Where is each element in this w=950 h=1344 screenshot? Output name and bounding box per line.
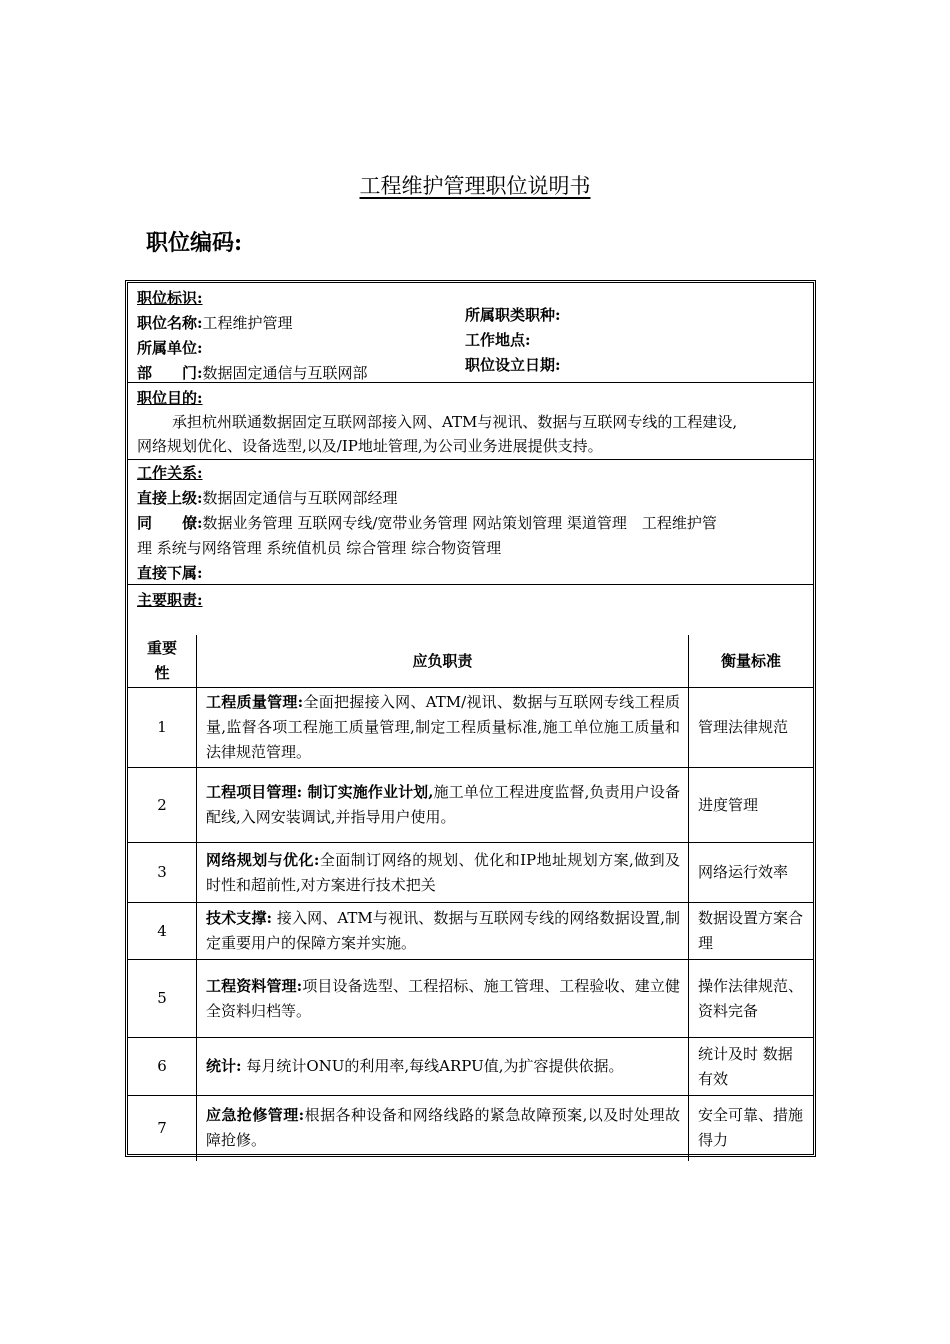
duty-title: 统计:	[206, 1057, 242, 1075]
peers-value-line-2: 理 系统与网络管理 系统值机员 综合管理 综合物资管理	[137, 539, 502, 557]
department-row	[137, 363, 368, 383]
duty-column-header: 应负职责	[197, 635, 689, 688]
row-number: 4	[128, 903, 197, 960]
row-number: 2	[128, 768, 197, 843]
duties-header-row	[128, 635, 813, 688]
table-row	[128, 843, 813, 903]
position-name-label: 职位名称:	[137, 314, 203, 332]
document-title: 工程维护管理职位说明书	[359, 174, 591, 198]
purpose-heading: 职位目的:	[137, 389, 203, 407]
row-number: 3	[128, 843, 197, 903]
measurement-standard: 数据设置方案合理	[689, 903, 814, 960]
purpose-text-line-2: 网络规划优化、设备选型,以及/IP地址管理,为公司业务进展提供支持。	[137, 437, 603, 455]
row-number: 7	[128, 1096, 197, 1161]
establish-date-label: 职位设立日期:	[465, 356, 561, 374]
identity-section	[128, 283, 813, 383]
duty-text: 全面把握接入网、ATM/视讯、数据与互联网专线工程质量,监督各项工程施工质量管理,制定工程质量标准,施工单位施工质量和法律规范管理。	[206, 693, 680, 761]
duty-title: 工程项目管理: 制订实施作业计划,	[206, 783, 434, 801]
duty-text: 全面制订网络的规划、优化和IP地址规划方案,做到及时性和超前性,对方案进行技术把关	[206, 850, 680, 894]
table-row	[128, 903, 813, 960]
purpose-section	[128, 383, 813, 460]
duty-title: 应急抢修管理:	[206, 1106, 305, 1125]
department-label: 部 门:	[137, 364, 203, 382]
duty-description	[197, 843, 689, 903]
table-row	[128, 960, 813, 1038]
duty-text: 根据各种设备和网络线路的紧急故障预案,以及时处理故障抢修。	[206, 1106, 680, 1150]
duty-description	[197, 1096, 689, 1161]
duties-section	[128, 585, 813, 635]
superior-row	[137, 488, 398, 508]
duty-description	[197, 1038, 689, 1096]
measurement-standard: 操作法律规范、资料完备	[689, 960, 814, 1038]
position-code-label: 职位编码:	[146, 230, 243, 256]
row-number: 6	[128, 1038, 197, 1096]
duty-description	[197, 688, 689, 768]
superior-label: 直接上级:	[137, 489, 203, 507]
duty-description	[197, 960, 689, 1038]
duty-text: 每月统计ONU的利用率,每线ARPU值,为扩容提供依据。	[241, 1057, 624, 1075]
duty-description	[197, 903, 689, 960]
measurement-standard: 管理法律规范	[689, 688, 814, 768]
superior-value: 数据固定通信与互联网部经理	[202, 489, 398, 507]
job-description-table	[125, 280, 816, 1157]
peers-value-line-1: 数据业务管理 互联网专线/宽带业务管理 网站策划管理 渠道管理 工程维护管	[202, 514, 717, 532]
duty-title: 技术支撑:	[206, 909, 273, 927]
duty-description	[197, 768, 689, 843]
duties-heading: 主要职责:	[137, 591, 203, 609]
location-label: 工作地点:	[465, 331, 531, 349]
table-row	[128, 1038, 813, 1096]
identity-heading: 职位标识:	[137, 289, 203, 307]
peers-row	[137, 513, 717, 533]
duty-text: 项目设备选型、工程招标、施工管理、工程验收、建立健全资料归档等。	[206, 976, 680, 1020]
duty-title: 网络规划与优化:	[206, 850, 320, 869]
duty-title: 工程质量管理:	[206, 693, 304, 711]
purpose-text-line-1: 承担杭州联通数据固定互联网部接入网、ATM与视讯、数据与互联网专线的工程建设,	[172, 413, 738, 431]
duties-table	[128, 635, 813, 1161]
subordinate-label: 直接下属:	[137, 564, 203, 582]
department-value: 数据固定通信与互联网部	[202, 364, 368, 382]
relations-section	[128, 460, 813, 585]
table-row	[128, 1096, 813, 1161]
duty-text: 接入网、ATM与视讯、数据与互联网专线的网络数据设置,制定重要用户的保障方案并实施。	[206, 909, 680, 952]
measurement-standard: 进度管理	[689, 768, 814, 843]
unit-label: 所属单位:	[137, 339, 203, 357]
measurement-standard: 安全可靠、措施得力	[689, 1096, 814, 1161]
table-row	[128, 768, 813, 843]
table-row	[128, 688, 813, 768]
measurement-standard: 网络运行效率	[689, 843, 814, 903]
standard-column-header: 衡量标准	[689, 635, 814, 688]
position-name-row	[137, 313, 293, 333]
position-name-value: 工程维护管理	[202, 314, 293, 332]
row-number: 5	[128, 960, 197, 1038]
measurement-standard: 统计及时 数据有效	[689, 1038, 814, 1096]
importance-column-header: 重要性	[128, 635, 197, 688]
duty-title: 工程资料管理:	[206, 976, 303, 995]
peers-label: 同 僚:	[137, 514, 203, 532]
relations-heading: 工作关系:	[137, 464, 203, 482]
row-number: 1	[128, 688, 197, 768]
category-label: 所属职类职种:	[465, 306, 561, 324]
duty-text: 施工单位工程进度监督,负责用户设备配线,入网安装调试,并指导用户使用。	[206, 783, 680, 826]
